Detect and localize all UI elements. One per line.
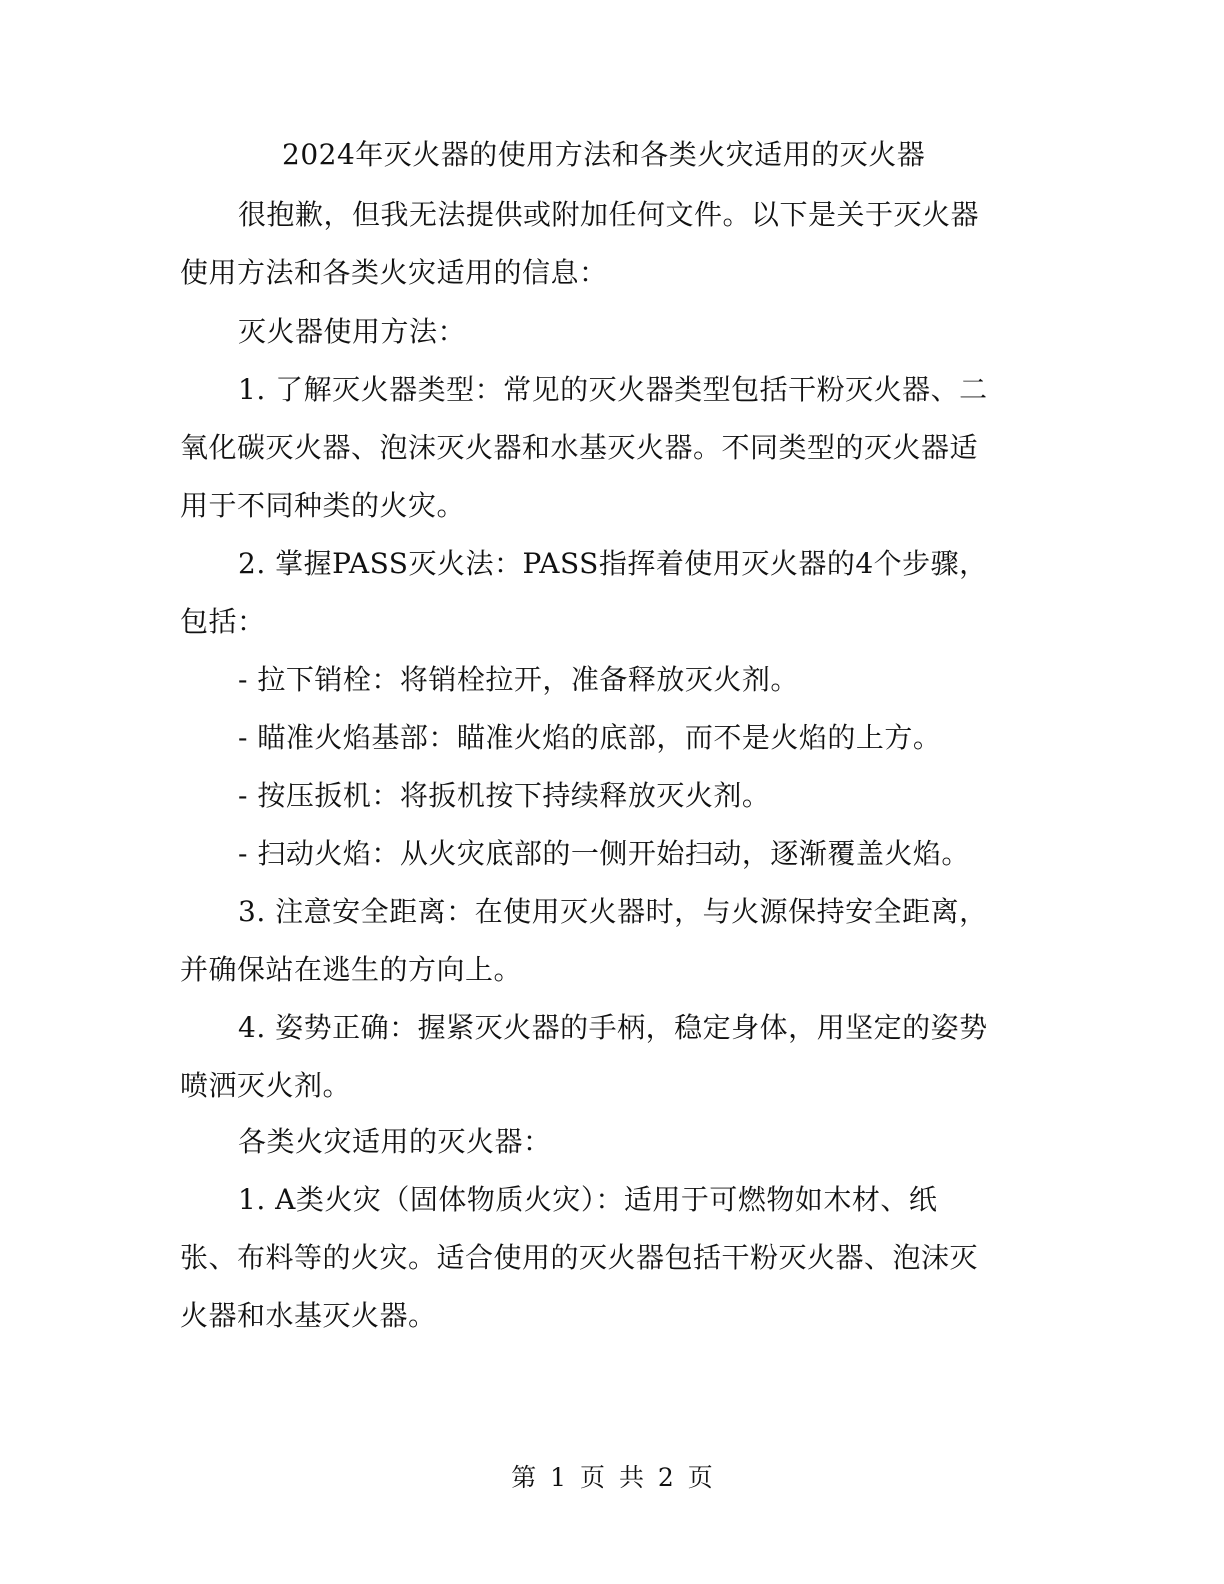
paragraph-line: 用于不同种类的火灾。	[180, 489, 466, 522]
section-heading: 各类火灾适用的灭火器：	[238, 1125, 552, 1158]
paragraph-line: 张、布料等的火灾。适合使用的灭火器包括干粉灭火器、泡沫灭	[180, 1241, 979, 1274]
list-item: - 瞄准火焰基部：瞄准火焰的底部，而不是火焰的上方。	[238, 721, 942, 754]
document-title: 2024年灭火器的使用方法和各类火灾适用的灭火器	[282, 138, 926, 171]
paragraph-line: 包括：	[180, 605, 266, 638]
section-heading: 灭火器使用方法：	[238, 315, 467, 348]
list-item: - 按压扳机：将扳机按下持续释放灭火剂。	[238, 779, 771, 812]
paragraph-line: 喷洒灭火剂。	[180, 1069, 352, 1102]
paragraph-line: 使用方法和各类火灾适用的信息：	[180, 256, 608, 289]
paragraph-line: 氧化碳灭火器、泡沫灭火器和水基灭火器。不同类型的灭火器适	[180, 431, 979, 464]
paragraph-line: 2. 掌握PASS灭火法：PASS指挥着使用灭火器的4个步骤，	[238, 547, 988, 580]
paragraph-line: 3. 注意安全距离：在使用灭火器时，与火源保持安全距离，	[238, 895, 988, 928]
paragraph-line: 很抱歉，但我无法提供或附加任何文件。以下是关于灭火器	[238, 198, 980, 231]
paragraph-line: 并确保站在逃生的方向上。	[180, 953, 523, 986]
paragraph-line: 1. 了解灭火器类型：常见的灭火器类型包括干粉灭火器、二	[238, 373, 988, 406]
list-item: - 扫动火焰：从火灾底部的一侧开始扫动，逐渐覆盖火焰。	[238, 837, 970, 870]
paragraph-line: 1. A类火灾（固体物质火灾）：适用于可燃物如木材、纸	[238, 1183, 938, 1216]
list-item: - 拉下销栓：将销栓拉开，准备释放灭火剂。	[238, 663, 799, 696]
page-number: 第 1 页 共 2 页	[511, 1463, 713, 1492]
paragraph-line: 4. 姿势正确：握紧灭火器的手柄，稳定身体，用坚定的姿势	[238, 1011, 988, 1044]
paragraph-line: 火器和水基灭火器。	[180, 1299, 437, 1332]
